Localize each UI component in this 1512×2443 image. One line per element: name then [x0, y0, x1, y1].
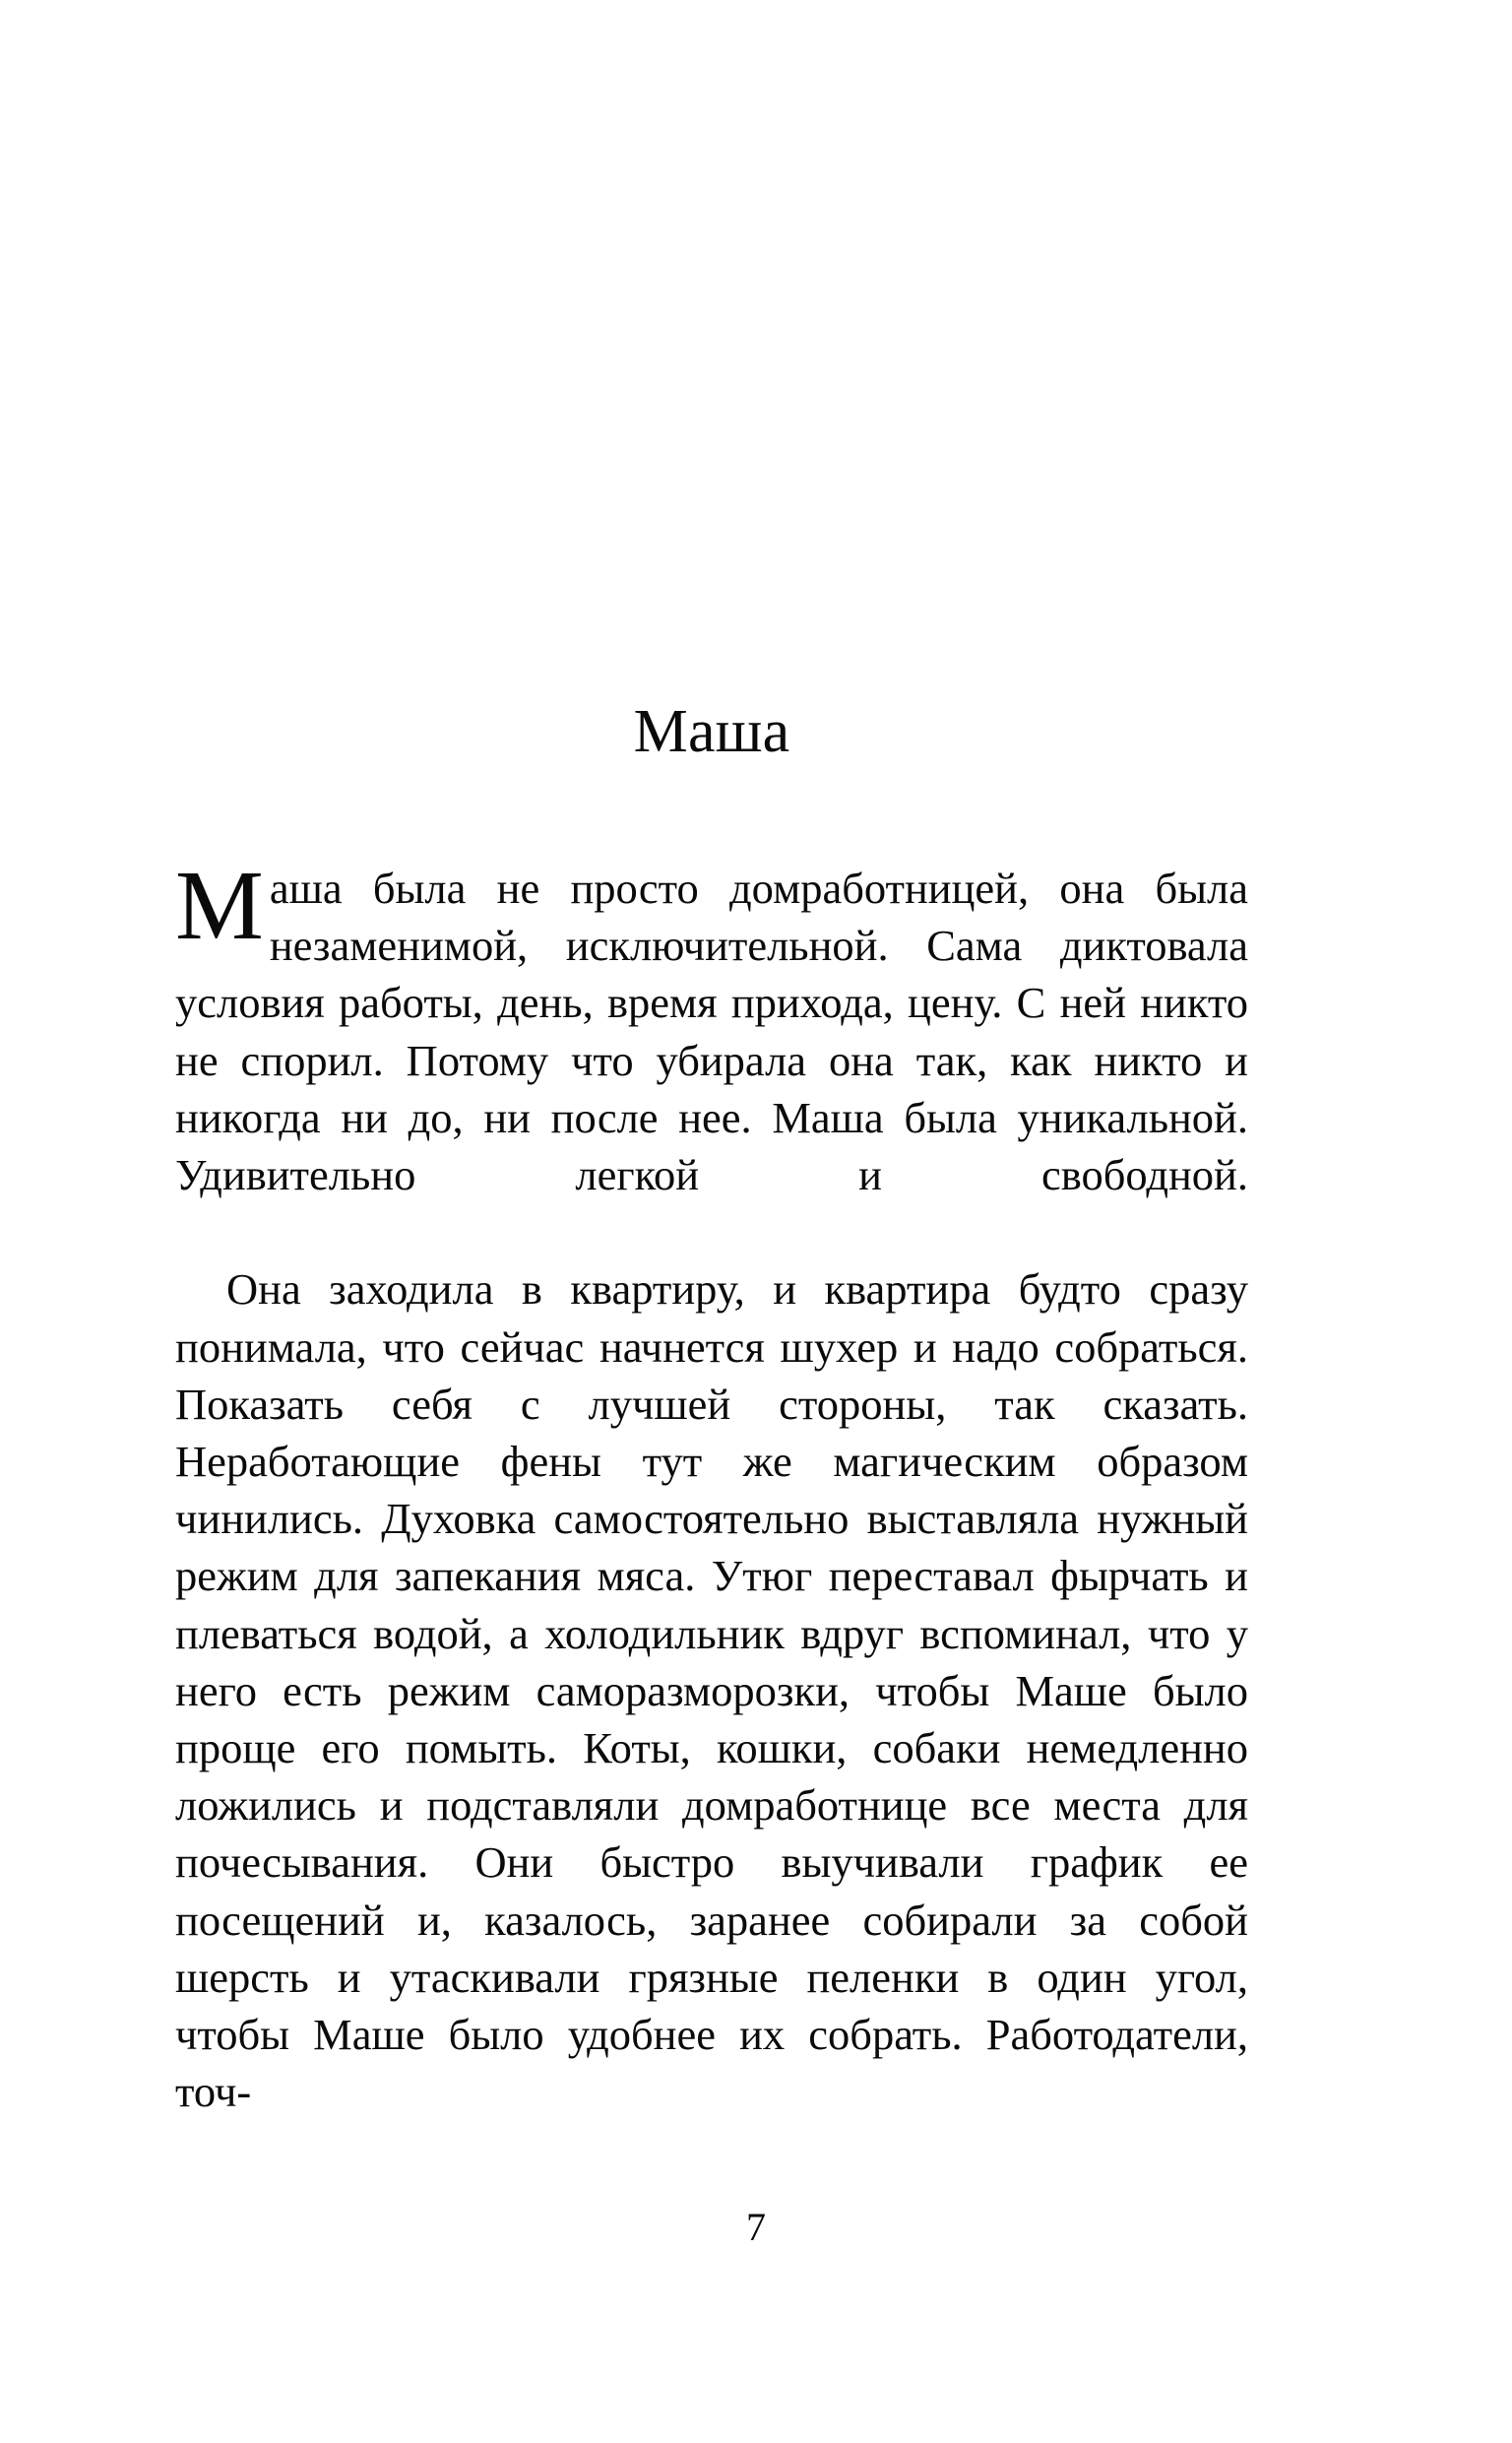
page-number: 7 [746, 2205, 766, 2249]
body-copy [175, 850, 1248, 2178]
paragraph-2-text: Она заходила в квартиру, и квартира будто сразу понимала, что сейчас начнется шухер и надо собраться. Показать себя с лучшей стороны, так сказать. Неработающие фены тут же магическим образом чинились. Духовка самостоятельно выставляла нужный режим для запекания мяса. Утюг переставал фырчать и плеваться водой, а холодильник вдруг вспоминал, что у него есть режим саморазморозки, чтобы Маше было проще его помыть. Коты, кошки, собаки немедленно ложились и подставляли домработнице все места для почесывания. Они быстро выучивали график ее посещений и, казалось, заранее собирали за собой шерсть и утаскивали грязные пеленки в один угол, чтобы Маше было удобнее их собрать. Работодатели, точ- [175, 1264, 1248, 2117]
drop-cap-letter: М [175, 850, 264, 960]
paragraph-1-text: аша была не просто домработницей, она была незаменимой, исключительной. Сама диктовала условия работы, день, время прихода, цену. С ней никто не спорил. Потому что убирала она так, как никто и никогда ни до, ни после нее. Маша была уникальной. Удивительно легкой и свободной. [175, 864, 1248, 1200]
paragraph-2 [175, 1260, 1248, 2177]
chapter-title: Маша [633, 698, 790, 765]
paragraph-1 [175, 850, 1248, 1260]
